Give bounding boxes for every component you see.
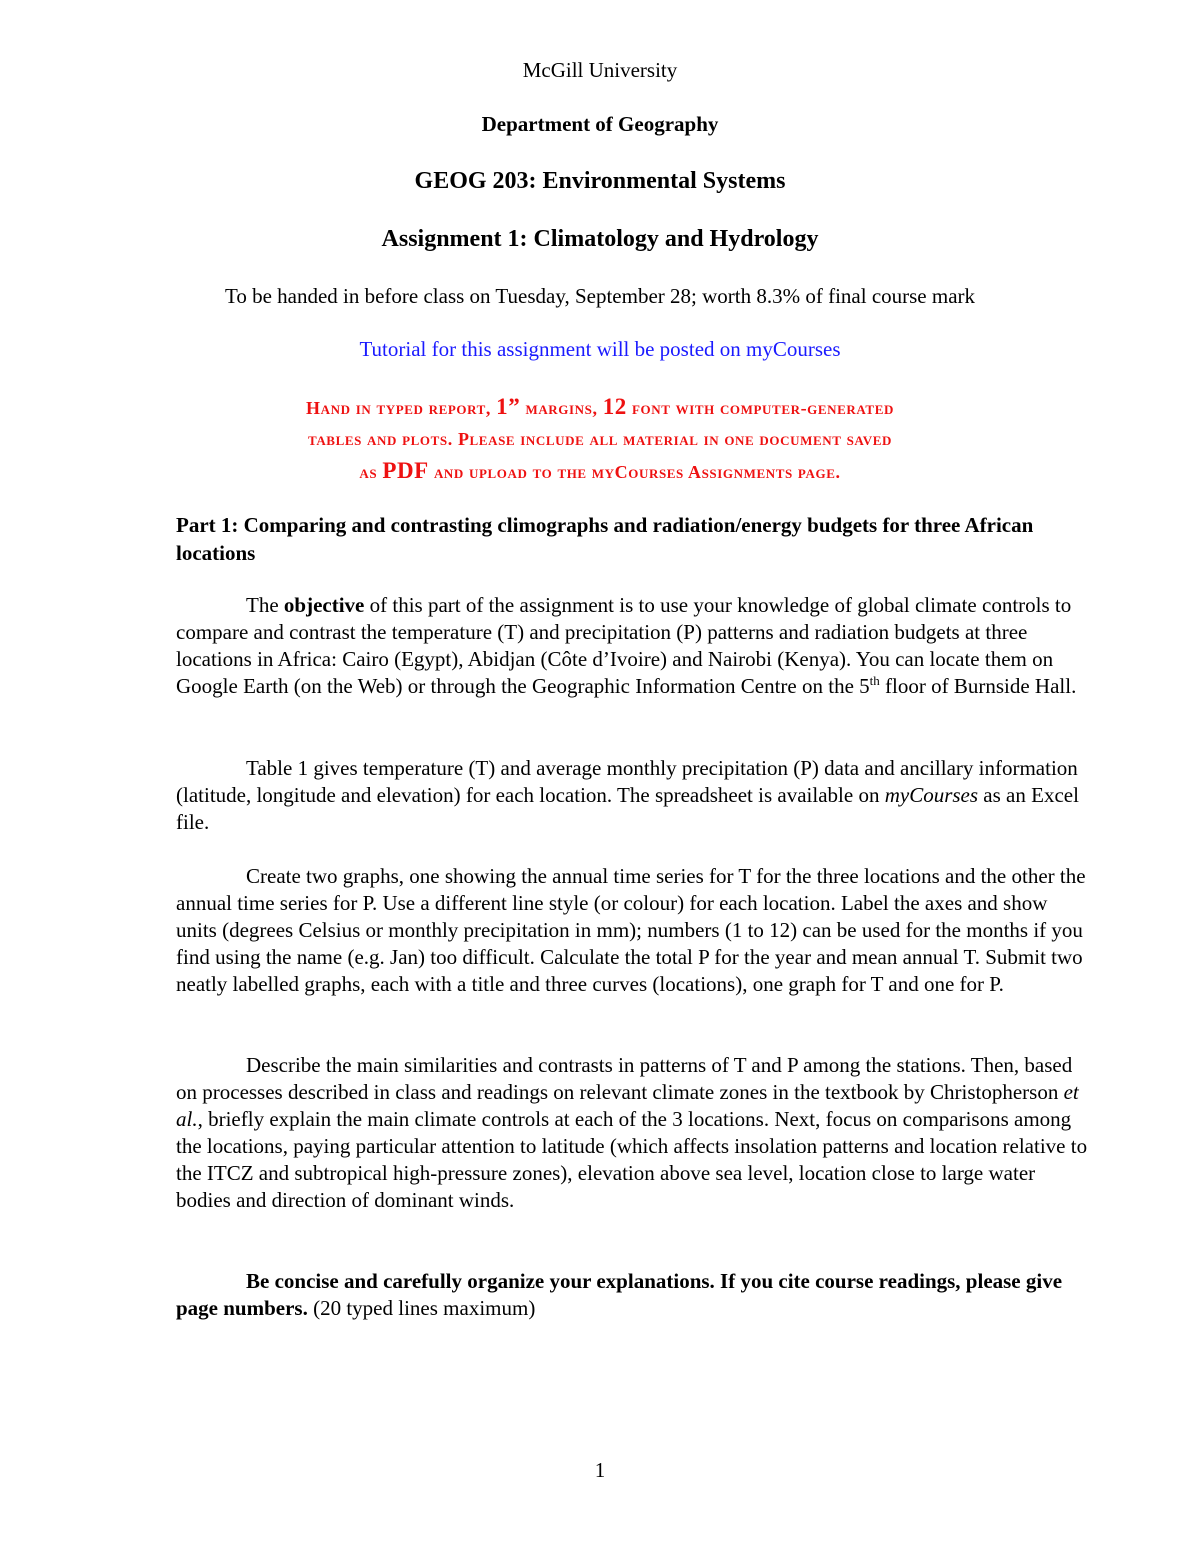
assignment-title: Assignment 1: Climatology and Hydrology [381,226,819,252]
paragraph-objective: The objective of this part of the assignment is to use your knowledge of global climate controls to compare and contrast the temperature (T) and precipitation (P) patterns and radiation budgets at three locations in Africa: Cairo (Egypt), Abidjan (Côte d’Ivoire) and Nairobi (Kenya). You can locate them on Google Earth (on the Web) or through the Geographic Information Centre on the 5th floor of Burnside Hall. [176,593,1077,698]
course-title: GEOG 203: Environmental Systems [414,168,786,194]
paragraph-concise: Be concise and carefully organize your explanations. If you cite course readings, please give page numbers. (20 typed lines maximum) [176,1269,1063,1320]
part-1-heading: Part 1: Comparing and contrasting climographs and radiation/energy budgets for three African locations [176,513,1034,565]
submission-notice [120,391,1080,488]
paragraph-describe: Describe the main similarities and contrasts in patterns of T and P among the stations. Then, based on processes described in class and readings on relevant climate zones in the textbook by Christopherson et al., briefly explain the main climate controls at each of the 3 locations. Next, focus on comparisons among the locations, paying particular attention to latitude (which affects insolation patterns and location relative to the ITCZ and subtropical high-pressure zones), elevation above sea level, location close to large water bodies and direction of dominant winds. [176,1053,1088,1212]
paragraph-graphs: Create two graphs, one showing the annual time series for T for the three locations and the other the annual time series for P. Use a different line style (or colour) for each location. Label the axes and show units (degrees Celsius or monthly precipitation in mm); numbers (1 to 12) can be used for the months if you find using the name (e.g. Jan) too difficult. Calculate the total P for the year and mean annual T. Submit two neatly labelled graphs, each with a title and three curves (locations), one graph for T and one for P. [176,864,1086,996]
notice-line-3: as PDF and upload to the myCourses Assignments page. [359,458,841,483]
department-name: Department of Geography [481,112,719,136]
due-date-line: To be handed in before class on Tuesday, September 28; worth 8.3% of final course mark [224,284,976,308]
paragraph-table-1: Table 1 gives temperature (T) and average monthly precipitation (P) data and ancillary information (latitude, longitude and elevation) for each location. The spreadsheet is available on myCourses as an Excel file. [176,756,1079,834]
notice-line-2: tables and plots. Please include all material in one document saved [308,429,892,449]
university-name: McGill University [522,58,678,82]
page-number: 1 [594,1458,606,1482]
notice-line-1: Hand in typed report, 1” margins, 12 font with computer-generated [306,394,894,419]
tutorial-note: Tutorial for this assignment will be posted on myCourses [359,337,841,361]
